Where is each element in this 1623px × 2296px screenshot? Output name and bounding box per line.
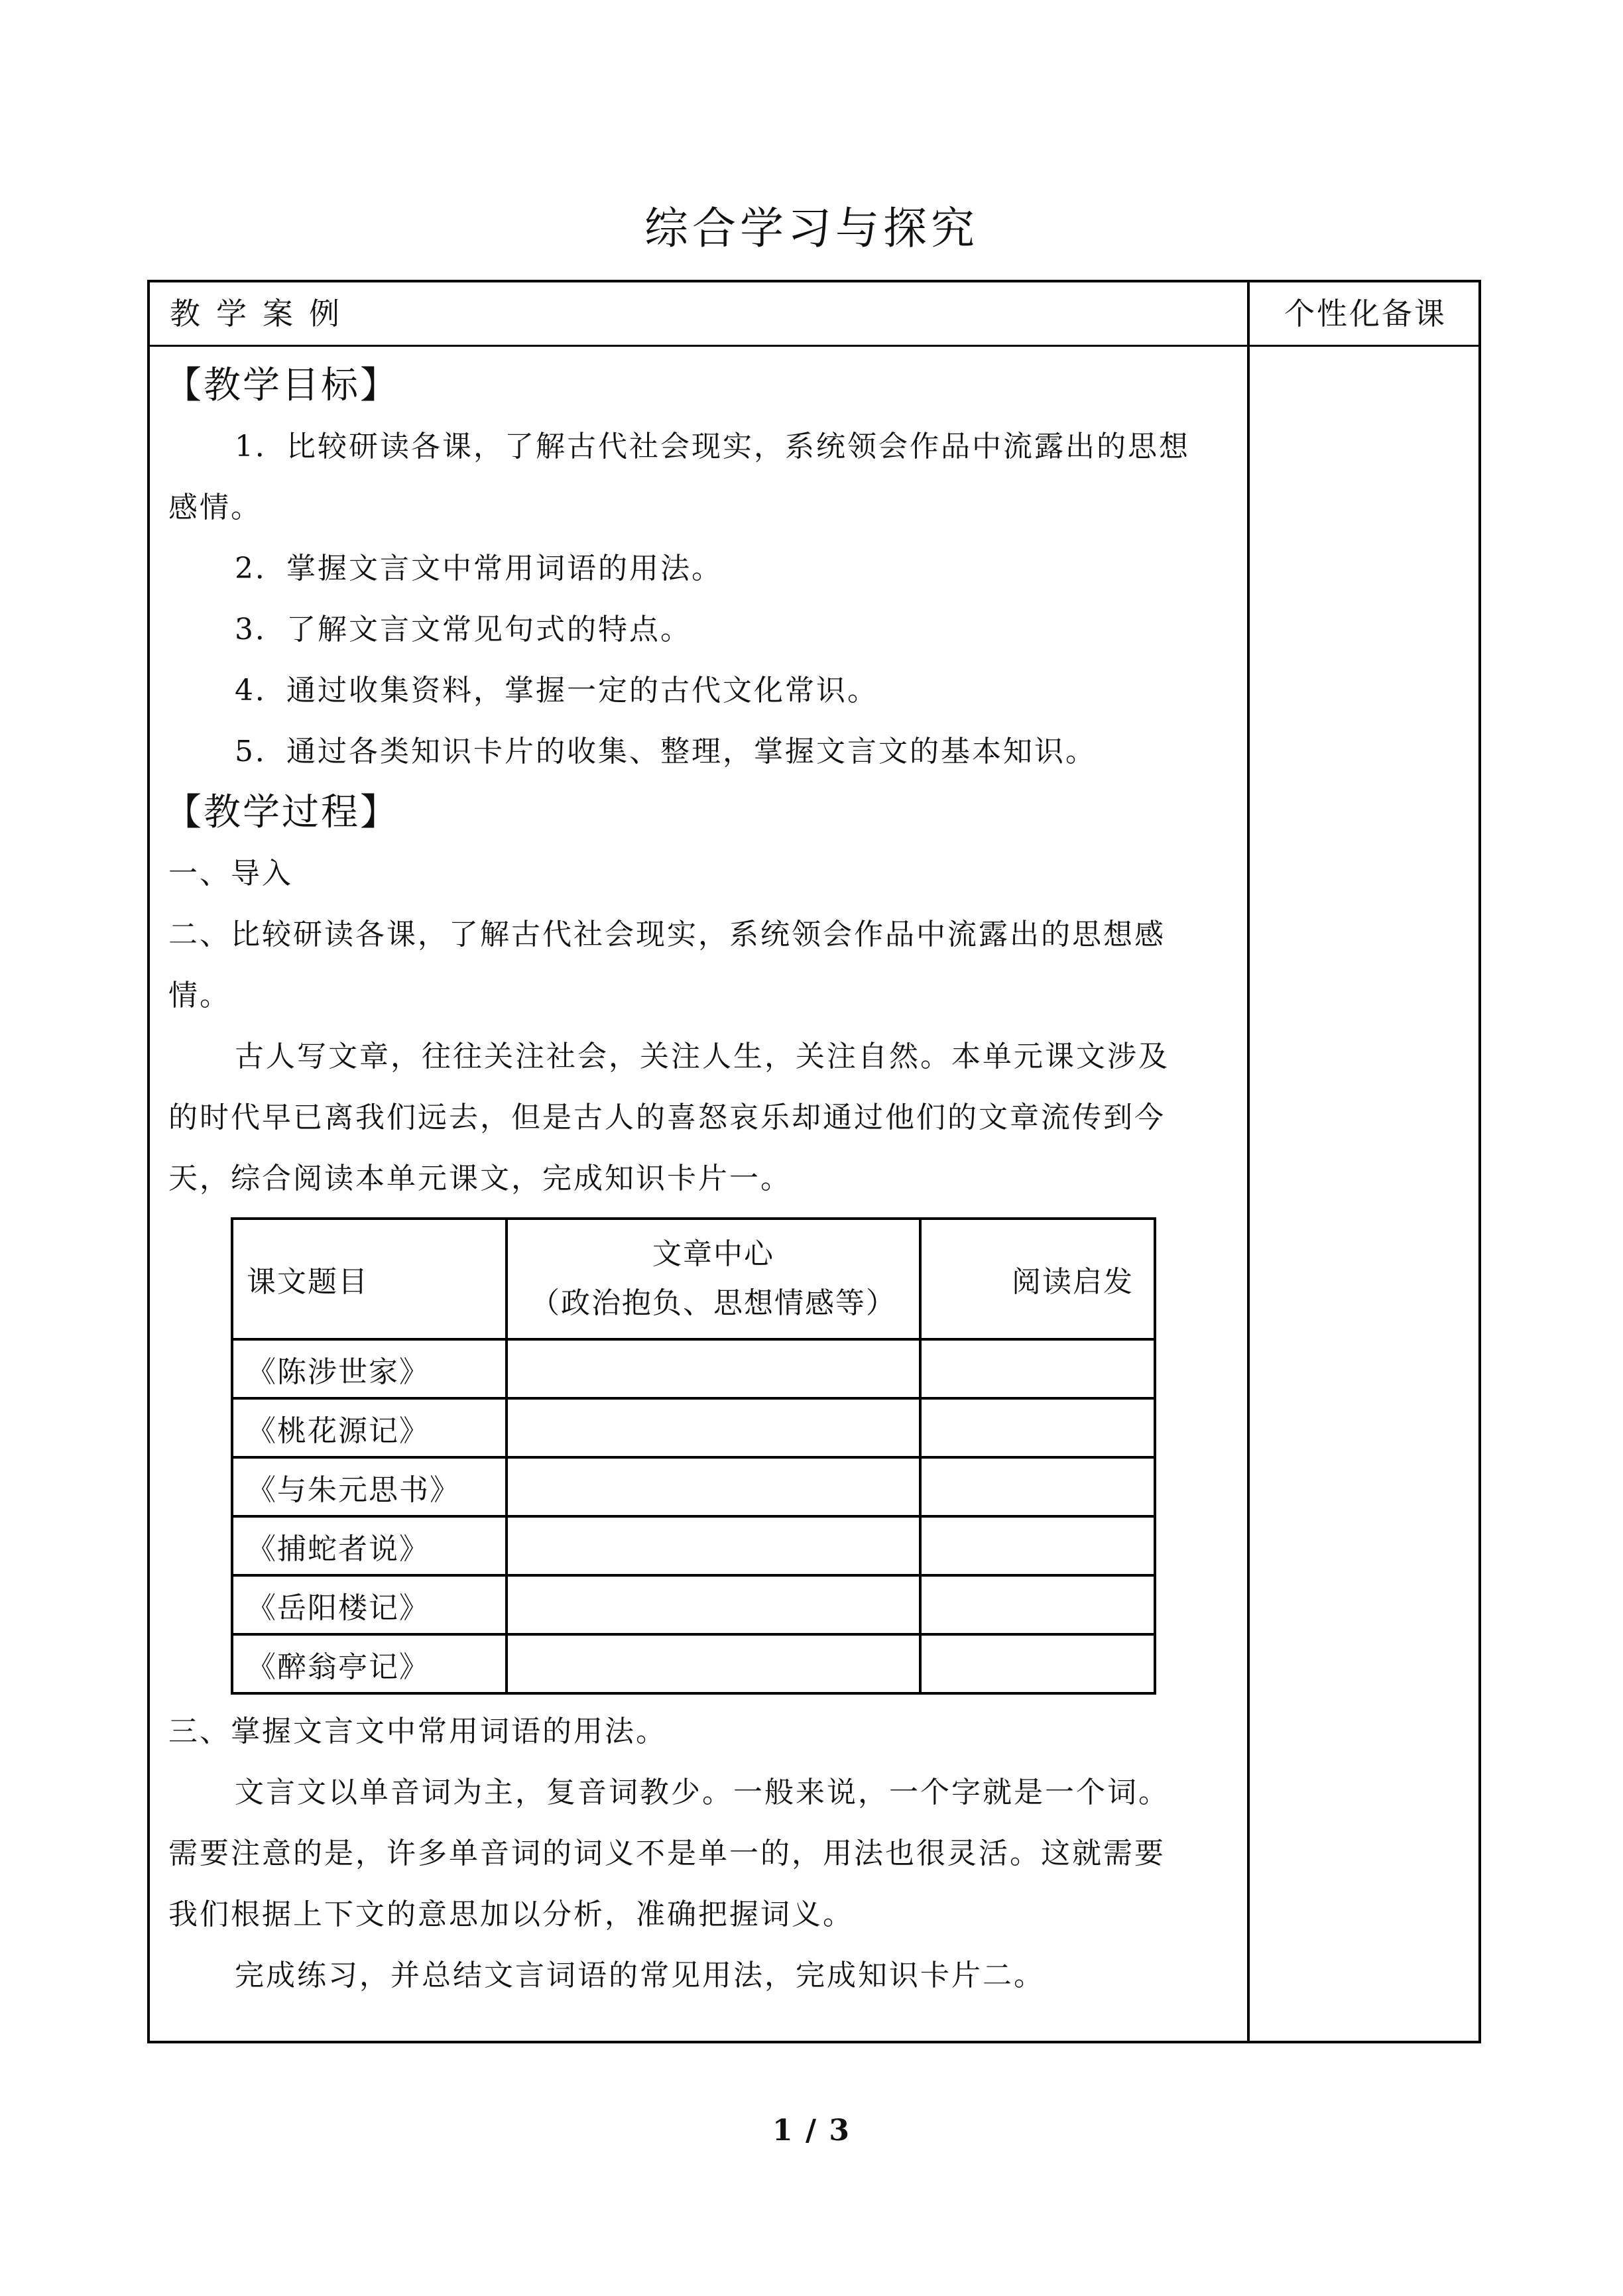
process-heading: 【教学过程】 — [164, 791, 399, 834]
paragraph-line: 完成练习，并总结文言词语的常见用法，完成知识卡片二。 — [235, 1959, 1045, 1992]
page-number: 1 / 3 — [772, 2114, 851, 2147]
table-row — [232, 1457, 1155, 1516]
lesson-title-cell: 《岳阳楼记》 — [232, 1575, 507, 1634]
column-divider — [1247, 282, 1250, 2041]
table-row — [232, 1516, 1155, 1575]
goal-item: 3．了解文言文常见句式的特点。 — [235, 613, 691, 646]
knowledge-card-table — [231, 1217, 1156, 1695]
table-row — [232, 1398, 1155, 1457]
paragraph-line: 天，综合阅读本单元课文，完成知识卡片一。 — [168, 1162, 792, 1195]
col-header-inspiration: 阅读启发 — [920, 1219, 1155, 1339]
header-divider — [150, 345, 1478, 347]
col-header-center-main: 文章中心 — [652, 1237, 774, 1271]
inspiration-cell[interactable] — [920, 1398, 1155, 1457]
center-cell[interactable] — [507, 1339, 920, 1398]
col-header-center-sub: （政治抱负、思想情感等） — [530, 1286, 896, 1320]
lesson-title-cell: 《陈涉世家》 — [232, 1339, 507, 1398]
lesson-title-cell: 《与朱元思书》 — [232, 1457, 507, 1516]
section-two: 二、比较研读各课，了解古代社会现实，系统领会作品中流露出的思想感 — [168, 918, 1166, 951]
inspiration-cell[interactable] — [920, 1634, 1155, 1693]
paragraph-line: 我们根据上下文的意思加以分析，准确把握词义。 — [168, 1898, 854, 1931]
inspiration-cell[interactable] — [920, 1575, 1155, 1634]
lesson-title-cell: 《醉翁亭记》 — [232, 1634, 507, 1693]
page-title: 综合学习与探究 — [644, 203, 979, 254]
inspiration-cell[interactable] — [920, 1339, 1155, 1398]
section-three: 三、掌握文言文中常用词语的用法。 — [168, 1715, 667, 1748]
section-intro: 一、导入 — [168, 857, 293, 890]
center-cell[interactable] — [507, 1398, 920, 1457]
paragraph-line: 的时代早已离我们远去，但是古人的喜怒哀乐却通过他们的文章流传到今 — [168, 1101, 1166, 1134]
table-header-row — [232, 1219, 1155, 1339]
goal-item-continued: 感情。 — [168, 491, 262, 524]
table-row — [232, 1634, 1155, 1693]
lesson-title-cell: 《桃花源记》 — [232, 1398, 507, 1457]
table-row — [232, 1575, 1155, 1634]
goal-item: 4．通过收集资料，掌握一定的古代文化常识。 — [235, 674, 878, 707]
goals-heading: 【教学目标】 — [164, 364, 399, 407]
goal-item: 2．掌握文言文中常用词语的用法。 — [235, 552, 723, 585]
lesson-content — [164, 355, 1236, 2006]
header-personal-prep: 个性化备课 — [1284, 296, 1447, 332]
header-teaching-case: 教学案例 — [170, 296, 355, 332]
col-header-title: 课文题目 — [232, 1219, 507, 1339]
goal-item: 5．通过各类知识卡片的收集、整理，掌握文言文的基本知识。 — [235, 735, 1097, 768]
section-two-continued: 情。 — [168, 979, 231, 1012]
paragraph-line: 需要注意的是，许多单音词的词义不是单一的，用法也很灵活。这就需要 — [168, 1837, 1166, 1870]
center-cell[interactable] — [507, 1457, 920, 1516]
goal-item: 1．比较研读各课，了解古代社会现实，系统领会作品中流露出的思想 — [235, 430, 1190, 463]
center-cell[interactable] — [507, 1516, 920, 1575]
table-row — [232, 1339, 1155, 1398]
inspiration-cell[interactable] — [920, 1516, 1155, 1575]
center-cell[interactable] — [507, 1575, 920, 1634]
lesson-title-cell: 《捕蛇者说》 — [232, 1516, 507, 1575]
center-cell[interactable] — [507, 1634, 920, 1693]
paragraph-line: 古人写文章，往往关注社会，关注人生，关注自然。本单元课文涉及 — [235, 1040, 1170, 1073]
lesson-table — [147, 280, 1481, 2043]
paragraph-line: 文言文以单音词为主，复音词教少。一般来说，一个字就是一个词。 — [235, 1776, 1170, 1809]
col-header-center — [507, 1219, 920, 1339]
inspiration-cell[interactable] — [920, 1457, 1155, 1516]
